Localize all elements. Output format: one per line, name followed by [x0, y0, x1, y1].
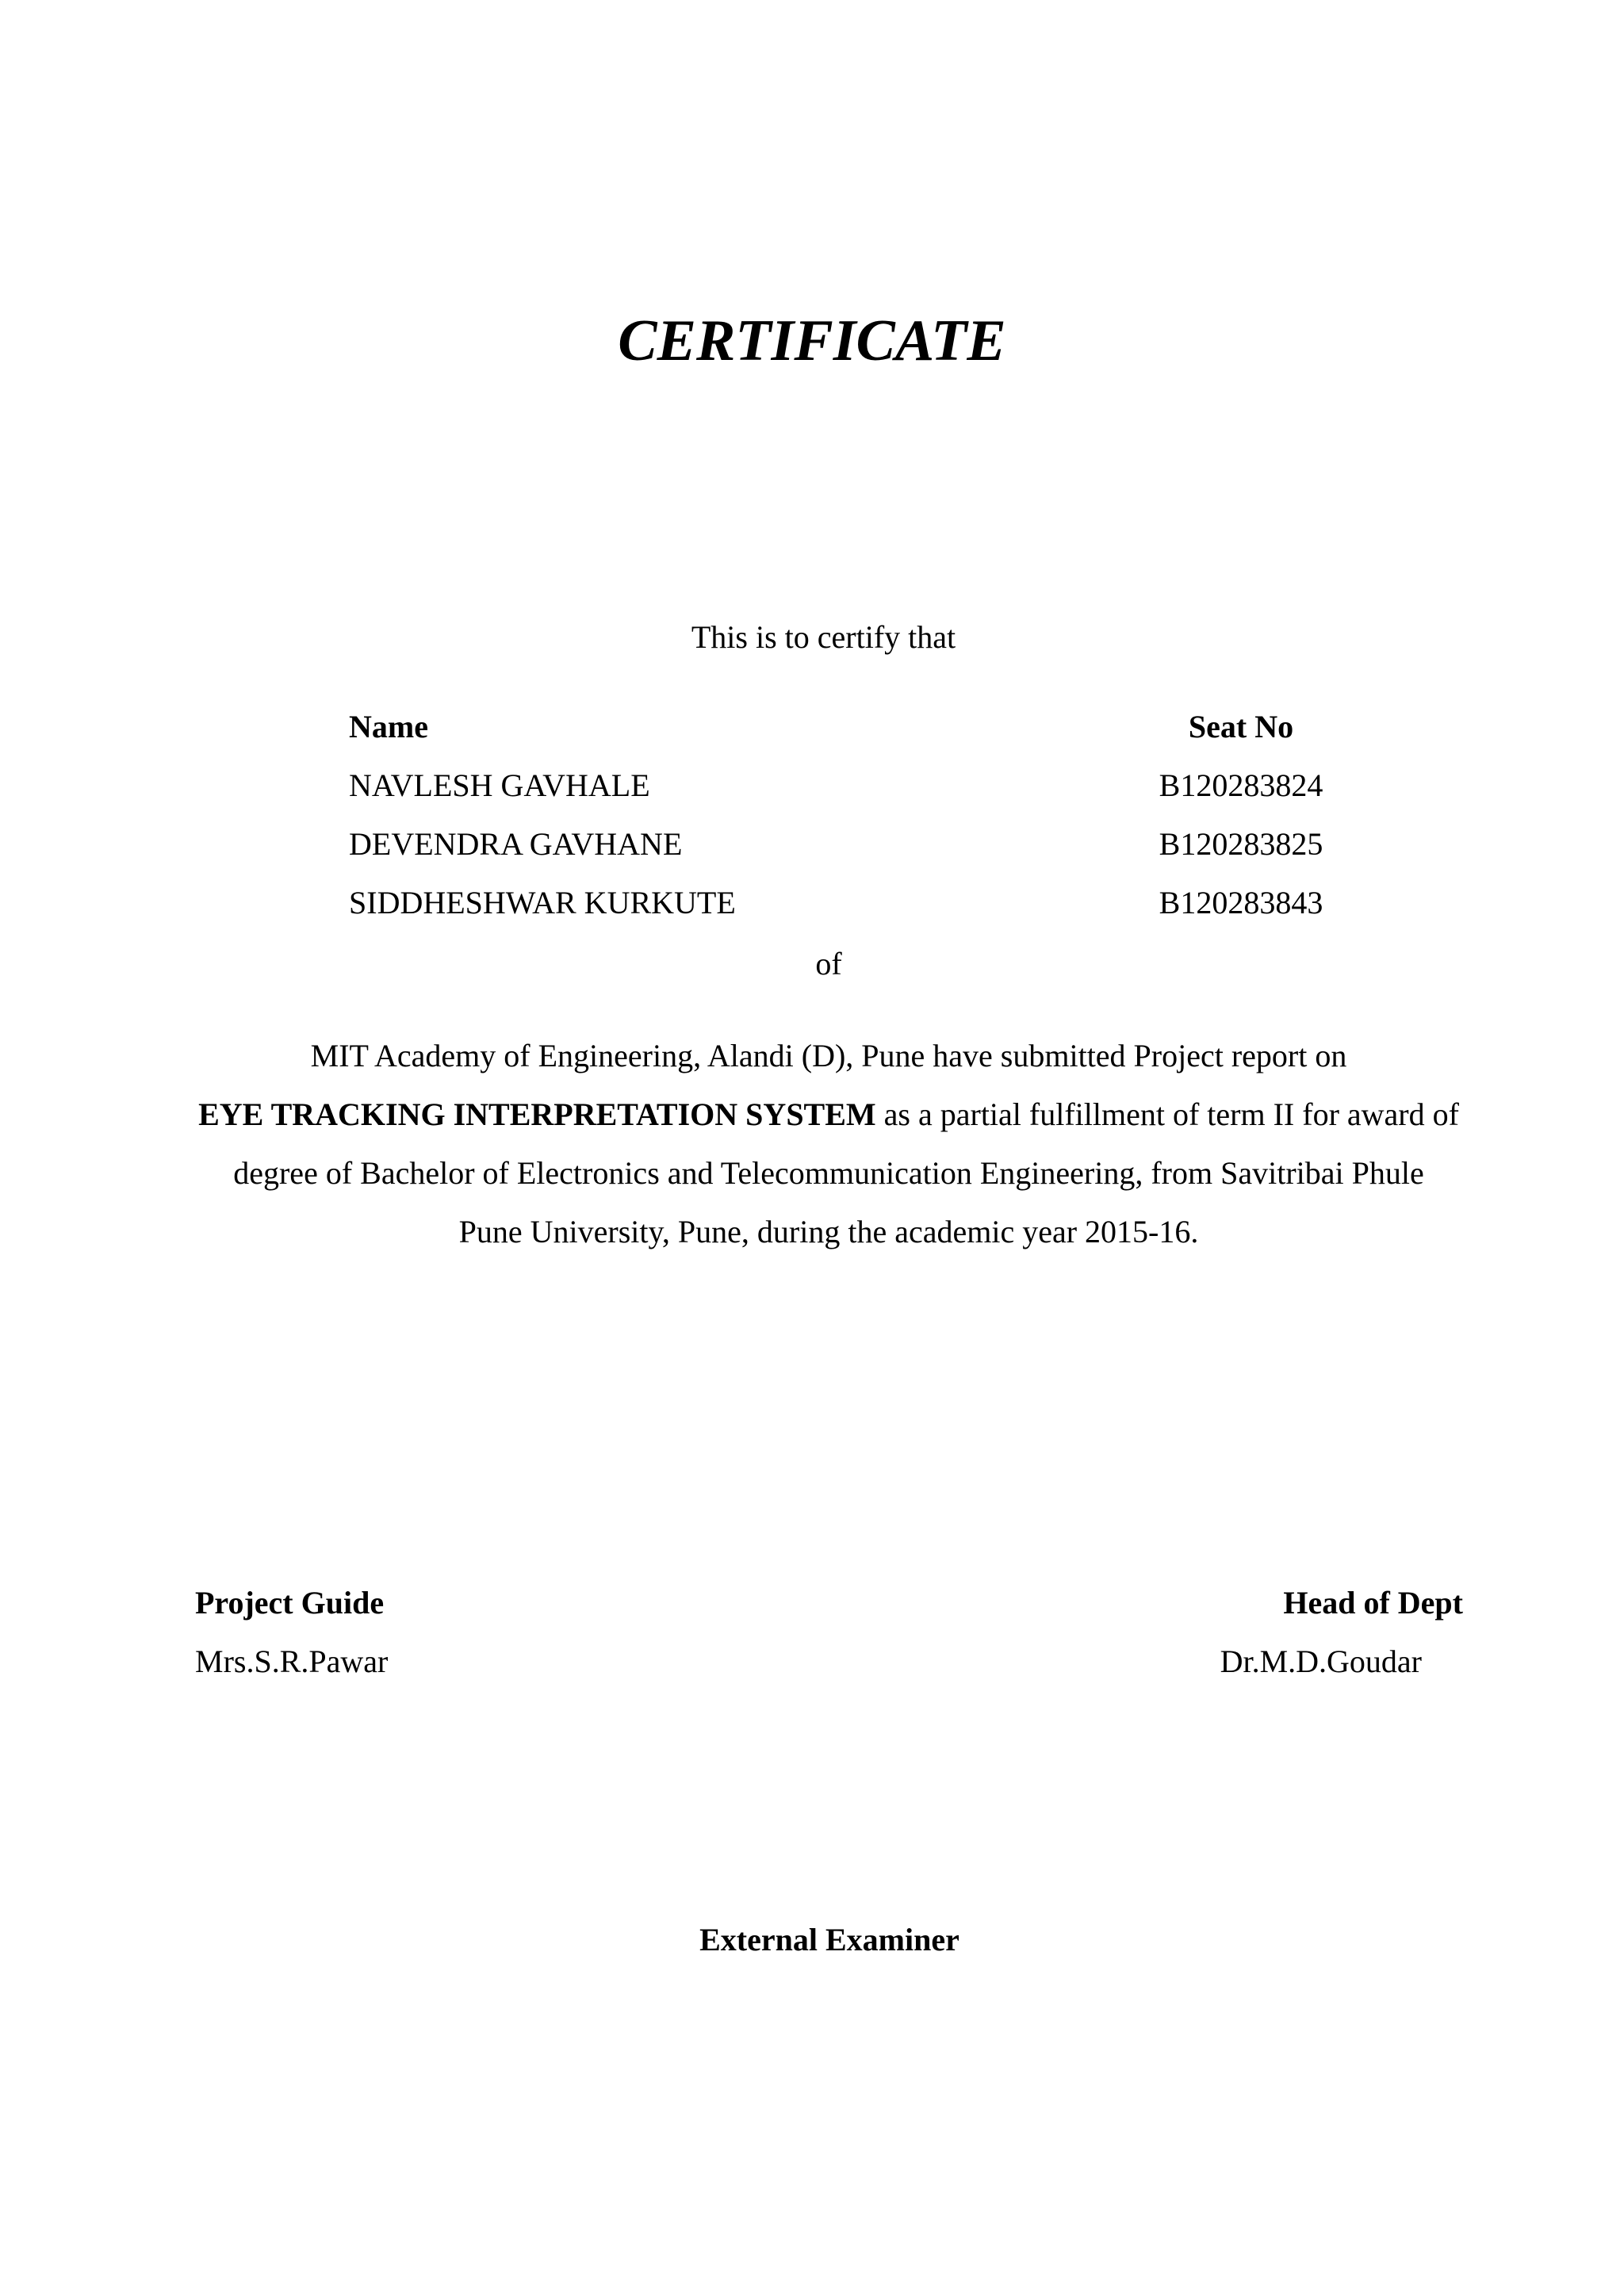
body-line-1: MIT Academy of Engineering, Alandi (D), Pune have submitted Project report on — [310, 1038, 1347, 1073]
project-guide-label: Project Guide — [195, 1585, 385, 1621]
table-row — [349, 874, 1372, 932]
project-guide-name: Mrs.S.R.Pawar — [195, 1644, 389, 1679]
table-header-row — [349, 698, 1372, 756]
head-of-dept-block — [1220, 1574, 1463, 1691]
certify-intro: This is to certify that — [691, 619, 956, 655]
student-name: DEVENDRA GAVHANE — [349, 826, 683, 862]
certificate-body — [198, 1027, 1459, 1261]
external-examiner-label: External Examiner — [699, 1922, 959, 1957]
head-of-dept-label: Head of Dept — [1283, 1585, 1463, 1621]
student-name: NAVLESH GAVHALE — [349, 767, 650, 803]
table-row — [349, 756, 1372, 815]
body-rest: as a partial fulfillment of term II for award of degree of Bachelor of Electronics and Telecommunication Engineering, from Savitribai Phule Pune University, Pune, during the academic year 2015-16. — [233, 1096, 1459, 1249]
head-of-dept-name: Dr.M.D.Goudar — [1220, 1644, 1422, 1679]
column-header-name: Name — [349, 709, 428, 744]
certificate-title: CERTIFICATE — [618, 308, 1006, 373]
column-header-seat: Seat No — [1188, 709, 1294, 744]
of-text: of — [815, 946, 842, 982]
student-name: SIDDHESHWAR KURKUTE — [349, 885, 736, 920]
project-title: EYE TRACKING INTERPRETATION SYSTEM — [198, 1096, 876, 1132]
table-row — [349, 815, 1372, 874]
student-table — [349, 698, 1372, 932]
student-seat: B120283825 — [1159, 826, 1323, 862]
student-seat: B120283824 — [1159, 767, 1323, 803]
project-guide-block — [195, 1574, 388, 1691]
student-seat: B120283843 — [1159, 885, 1323, 920]
